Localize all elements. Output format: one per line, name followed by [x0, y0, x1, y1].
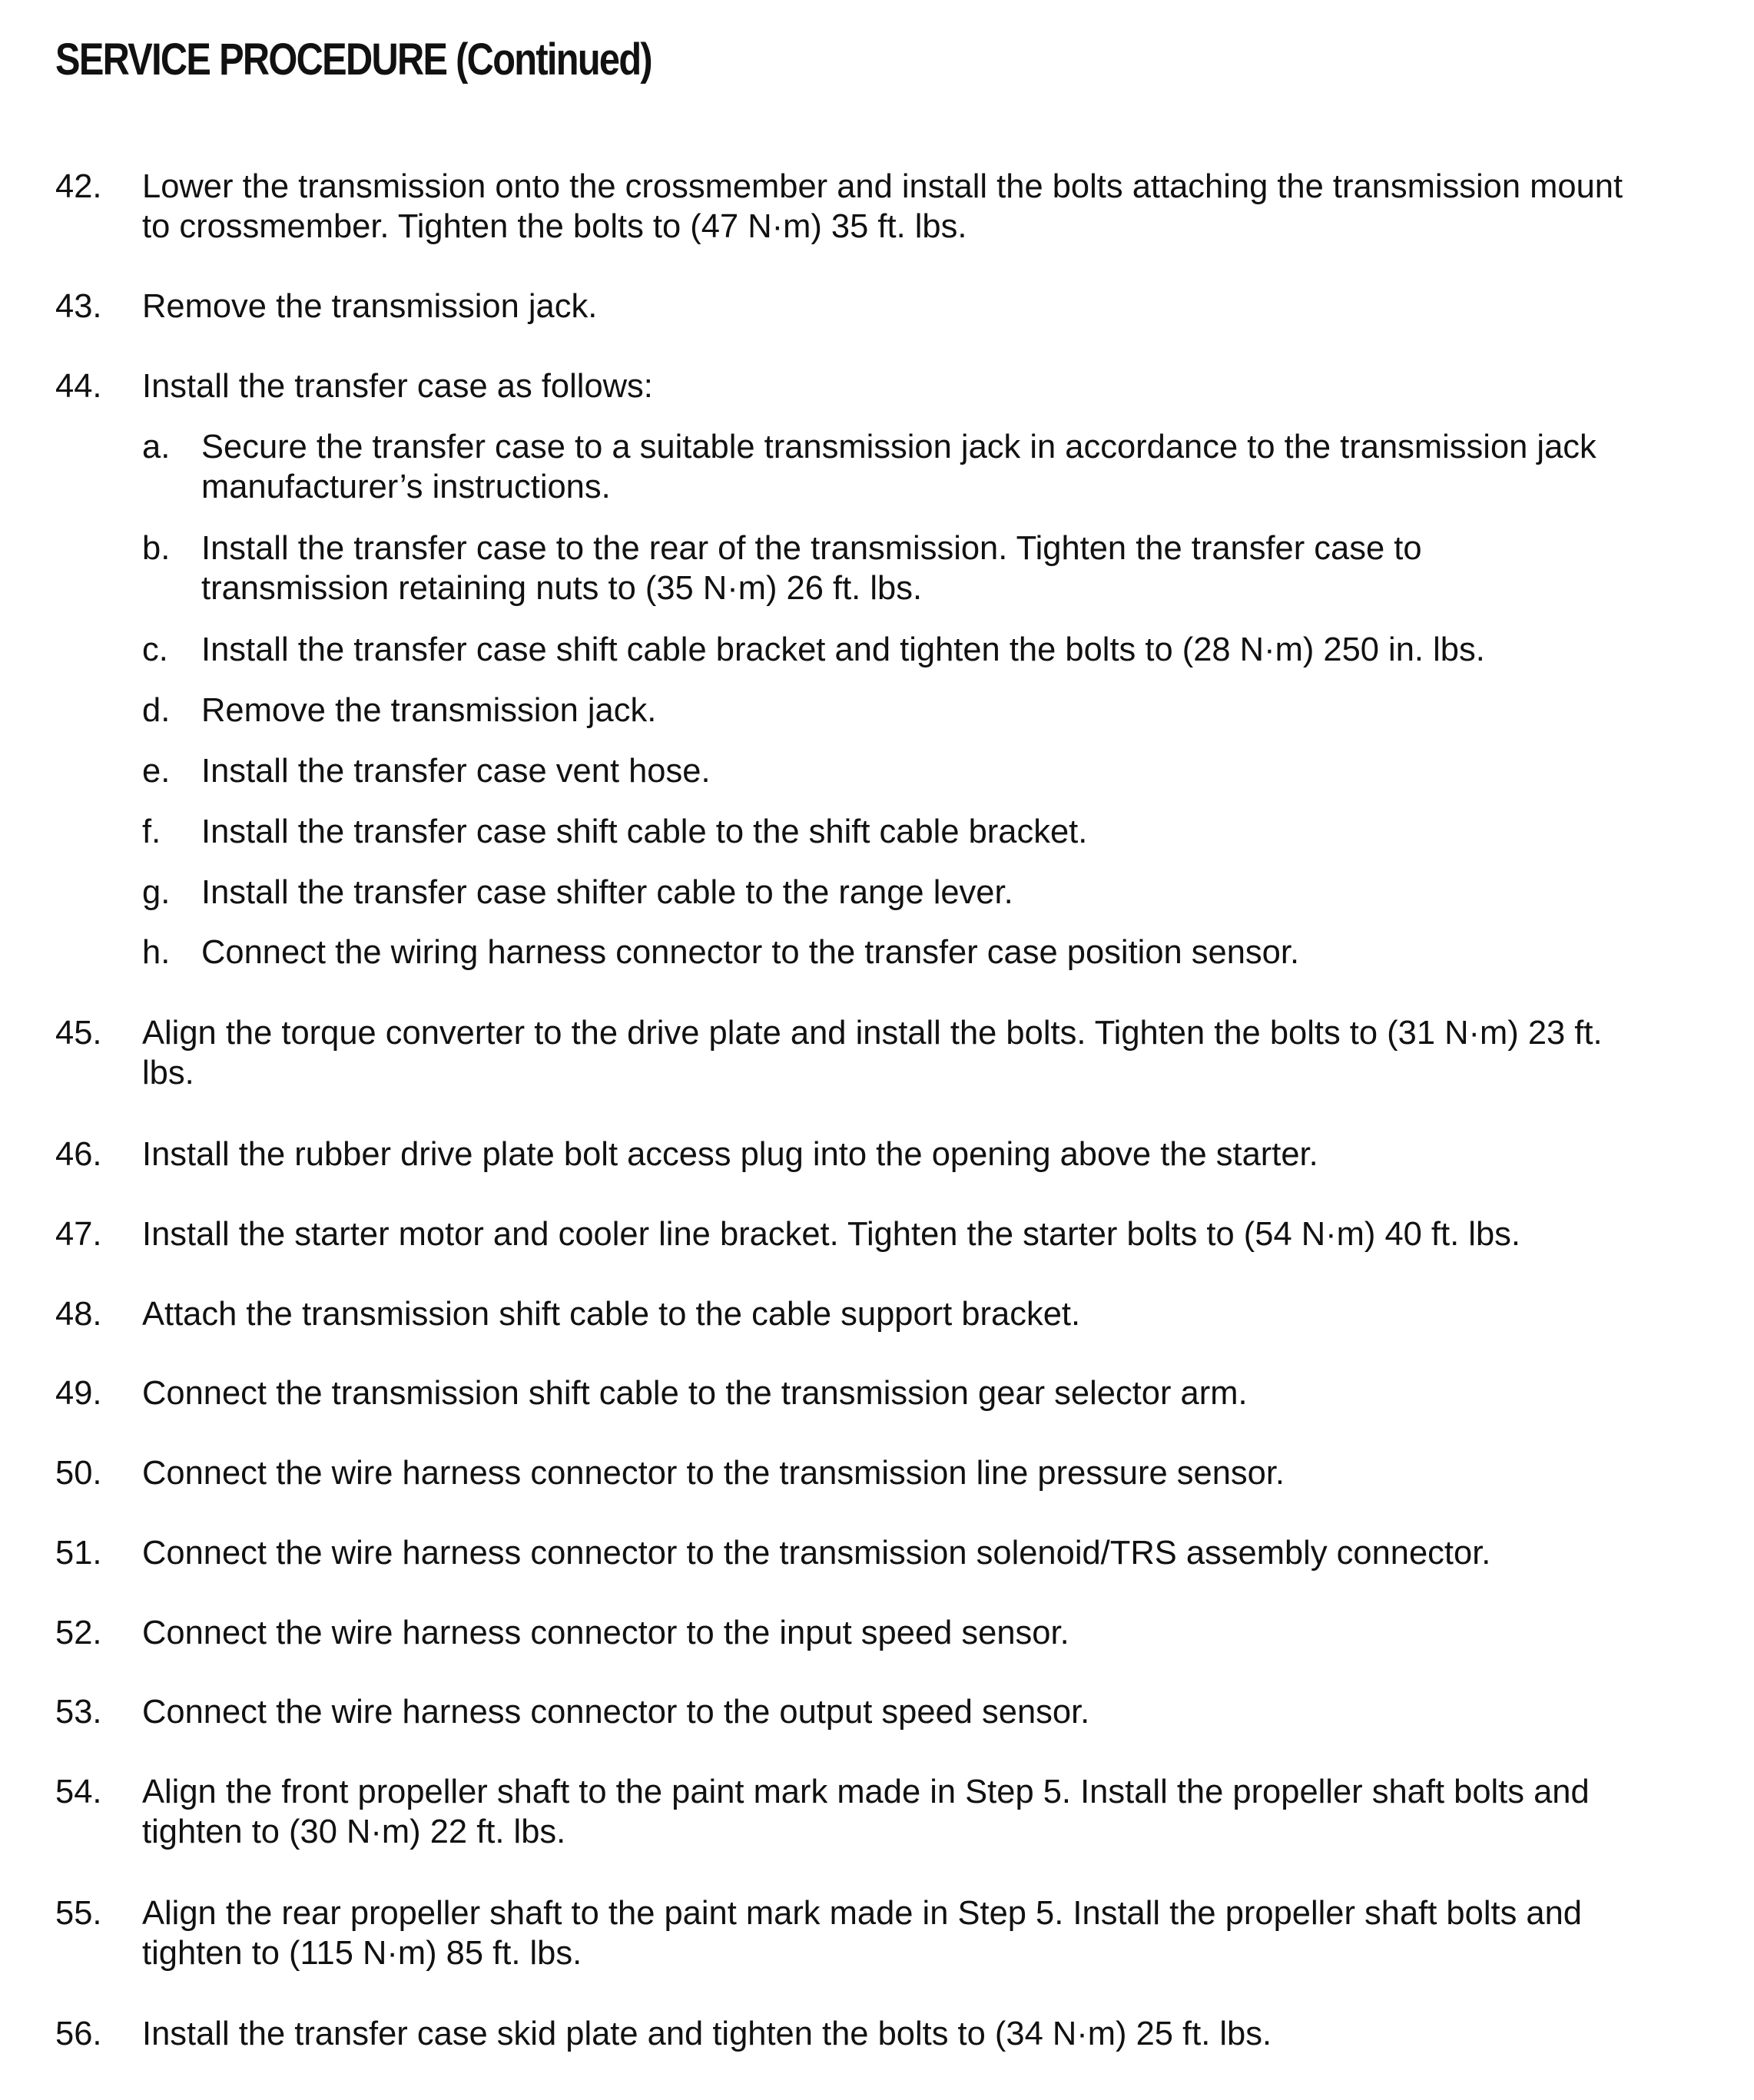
step-number: 53.: [55, 1694, 102, 1731]
substep-text: Install the transfer case to the rear of the transmission. Tighten the transfer case to transmission retaining nuts to (35 N·m) 26 ft. lbs.: [201, 530, 1422, 607]
step-text: Connect the wire harness connector to the transmission line pressure sensor.: [142, 1455, 1285, 1492]
step-text: Connect the wire harness connector to the input speed sensor.: [142, 1615, 1069, 1651]
step-number: 49.: [55, 1375, 102, 1412]
step-text: Align the rear propeller shaft to the paint mark made in Step 5. Install the propeller shaft bolts and tighten to (115 N·m) 85 ft. lbs.: [142, 1895, 1582, 1972]
step-text: Connect the wire harness connector to the output speed sensor.: [142, 1694, 1090, 1731]
substep-letter: a.: [142, 429, 171, 465]
page-title: SERVICE PROCEDURE (Continued): [55, 35, 652, 84]
step-number: 44.: [55, 368, 102, 405]
step-text: Align the front propeller shaft to the paint mark made in Step 5. Install the propeller shaft bolts and tighten to (30 N·m) 22 ft. lbs.: [142, 1774, 1590, 1850]
step-number: 47.: [55, 1216, 102, 1253]
substep-letter: e.: [142, 753, 171, 790]
step-number: 42.: [55, 168, 102, 205]
step-text: Install the transfer case as follows:: [142, 368, 653, 405]
substep-text: Secure the transfer case to a suitable transmission jack in accordance to the transmission jack manufacturer’s instructions.: [201, 429, 1597, 505]
step-text: Attach the transmission shift cable to the cable support bracket.: [142, 1296, 1081, 1333]
step-text: Align the torque converter to the drive plate and install the bolts. Tighten the bolts to (31 N·m) 23 ft. lbs.: [142, 1015, 1603, 1091]
step-number: 56.: [55, 2016, 102, 2052]
substep-letter: c.: [142, 631, 168, 668]
step-text: Lower the transmission onto the crossmember and install the bolts attaching the transmission mount to crossmember. Tighten the bolts to (47 N·m) 35 ft. lbs.: [142, 168, 1623, 245]
substep-text: Install the transfer case shift cable to the shift cable bracket.: [201, 813, 1088, 850]
step-text: Connect the transmission shift cable to the transmission gear selector arm.: [142, 1375, 1248, 1412]
step-number: 51.: [55, 1535, 102, 1572]
substep-letter: g.: [142, 874, 171, 911]
step-text: Install the transfer case skid plate and tighten the bolts to (34 N·m) 25 ft. lbs.: [142, 2016, 1272, 2052]
substep-text: Install the transfer case shifter cable to the range lever.: [201, 874, 1013, 911]
step-number: 54.: [55, 1774, 102, 1810]
step-number: 43.: [55, 288, 102, 325]
step-number: 45.: [55, 1015, 102, 1052]
substep-letter: b.: [142, 530, 171, 567]
step-number: 50.: [55, 1455, 102, 1492]
substep-text: Remove the transmission jack.: [201, 692, 657, 729]
substep-text: Install the transfer case vent hose.: [201, 753, 711, 790]
step-text: Install the rubber drive plate bolt access plug into the opening above the starter.: [142, 1136, 1318, 1173]
step-number: 52.: [55, 1615, 102, 1651]
substep-letter: d.: [142, 692, 171, 729]
step-text: Connect the wire harness connector to the transmission solenoid/TRS assembly connector.: [142, 1535, 1491, 1572]
step-number: 55.: [55, 1895, 102, 1932]
step-number: 48.: [55, 1296, 102, 1333]
substep-text: Connect the wiring harness connector to the transfer case position sensor.: [201, 934, 1300, 971]
step-text: Remove the transmission jack.: [142, 288, 598, 325]
substep-text: Install the transfer case shift cable bracket and tighten the bolts to (28 N·m) 250 in. lbs.: [201, 631, 1485, 668]
substep-letter: h.: [142, 934, 171, 971]
step-text: Install the starter motor and cooler line bracket. Tighten the starter bolts to (54 N·m) 40 ft. lbs.: [142, 1216, 1520, 1253]
step-number: 46.: [55, 1136, 102, 1173]
substep-letter: f.: [142, 813, 161, 850]
